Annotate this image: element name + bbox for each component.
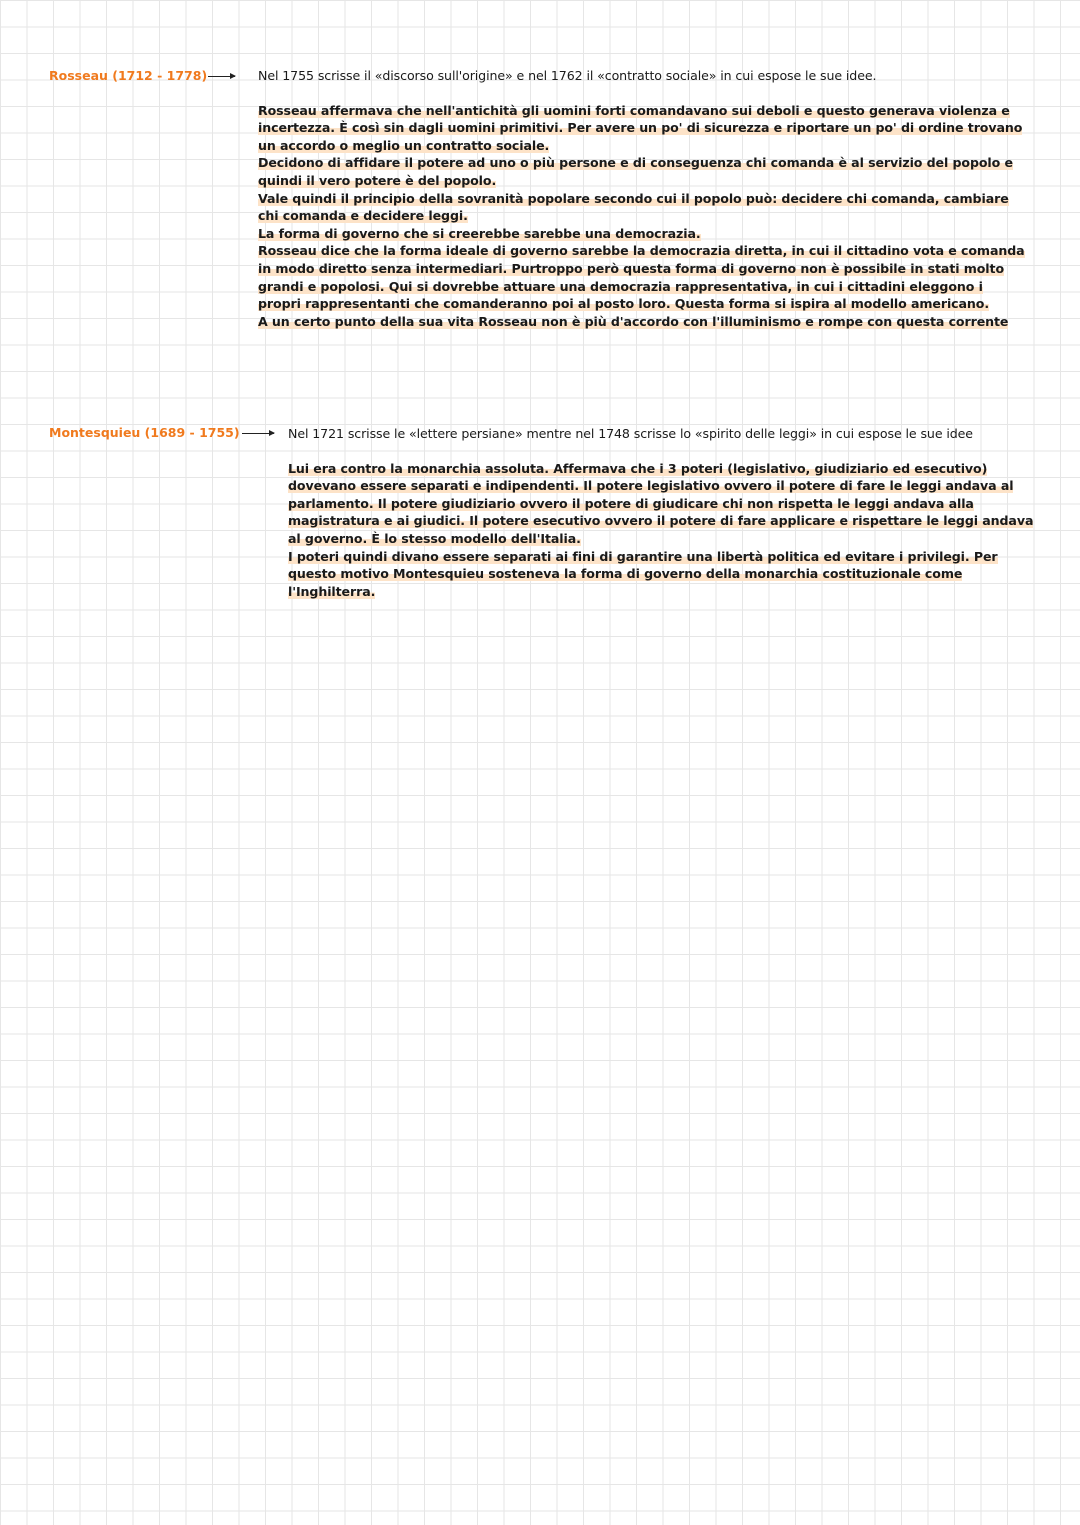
montesquieu-paragraph xyxy=(288,460,1048,548)
montesquieu-body xyxy=(288,425,1048,600)
rousseau-p1: Rosseau affermava che nell'antichità gli uomini forti comandavano sui deboli e questo generava violenza e incertezza. È così sin dagli uomini primitivi. Per avere un po' di sicurezza e riportare un po' di ordine trovano un accordo o meglio un contratto sociale. xyxy=(258,102,1023,153)
rousseau-paragraph xyxy=(258,313,1028,331)
rousseau-p5: Rosseau dice che la forma ideale di governo sarebbe la democrazia diretta, in cui il cittadino vota e comanda in modo diretto senza intermediari. Purtroppo però questa forma di governo non è possibile in stati molto grandi e popolosi. Qui si dovrebbe attuare una democrazia rappresentativa, in cui i cittadini eleggono i propri rappresentanti che comanderanno poi al posto loro. Questa forma si ispira al modello americano. xyxy=(258,243,1025,312)
montesquieu-arrow xyxy=(242,433,274,434)
rousseau-p6: A un certo punto della sua vita Rosseau non è più d'accordo con l'illuminismo e rompe con questa corrente xyxy=(258,313,1009,329)
montesquieu-intro: Nel 1721 scrisse le «lettere persiane» mentre nel 1748 scrisse lo «spirito delle leggi» in cui espose le sue idee xyxy=(288,426,973,441)
rousseau-arrow xyxy=(208,76,235,77)
rousseau-intro: Nel 1755 scrisse il «discorso sull'origine» e nel 1762 il «contratto sociale» in cui espose le sue idee. xyxy=(258,68,877,83)
rousseau-paragraph xyxy=(258,102,1028,155)
rousseau-paragraph xyxy=(258,242,1028,312)
rousseau-paragraph xyxy=(258,154,1028,189)
montesquieu-heading: Montesquieu (1689 - 1755) xyxy=(49,425,240,440)
montesquieu-p2: I poteri quindi divano essere separati ai fini di garantire una libertà politica ed evitare i privilegi. Per questo motivo Montesquieu sosteneva la forma di governo della monarchia costituzionale come l'Inghilterra. xyxy=(288,548,998,599)
rousseau-heading: Rosseau (1712 - 1778) xyxy=(49,68,208,83)
rousseau-p4: La forma di governo che si creerebbe sarebbe una democrazia. xyxy=(258,225,701,241)
montesquieu-p1: Lui era contro la monarchia assoluta. Affermava che i 3 poteri (legislativo, giudiziario ed esecutivo) dovevano essere separati e indipendenti. Il potere legislativo ovvero il potere di fare le leggi andava al parlamento. Il potere giudiziario ovvero il potere di giudicare chi non rispetta le leggi andava alla magistratura e ai giudici. Il potere esecutivo ovvero il potere di fare applicare e rispettare le leggi andava al governo. È lo stesso modello dell'Italia. xyxy=(288,460,1034,546)
rousseau-p2: Decidono di affidare il potere ad uno o più persone e di conseguenza chi comanda è al servizio del popolo e quindi il vero potere è del popolo. xyxy=(258,155,1013,188)
rousseau-paragraph xyxy=(258,225,1028,243)
rousseau-paragraph xyxy=(258,190,1028,225)
rousseau-p3: Vale quindi il principio della sovranità popolare secondo cui il popolo può: decidere chi comanda, cambiare chi comanda e decidere leggi. xyxy=(258,190,1009,224)
rousseau-body xyxy=(258,67,1028,330)
montesquieu-paragraph xyxy=(288,548,1048,601)
